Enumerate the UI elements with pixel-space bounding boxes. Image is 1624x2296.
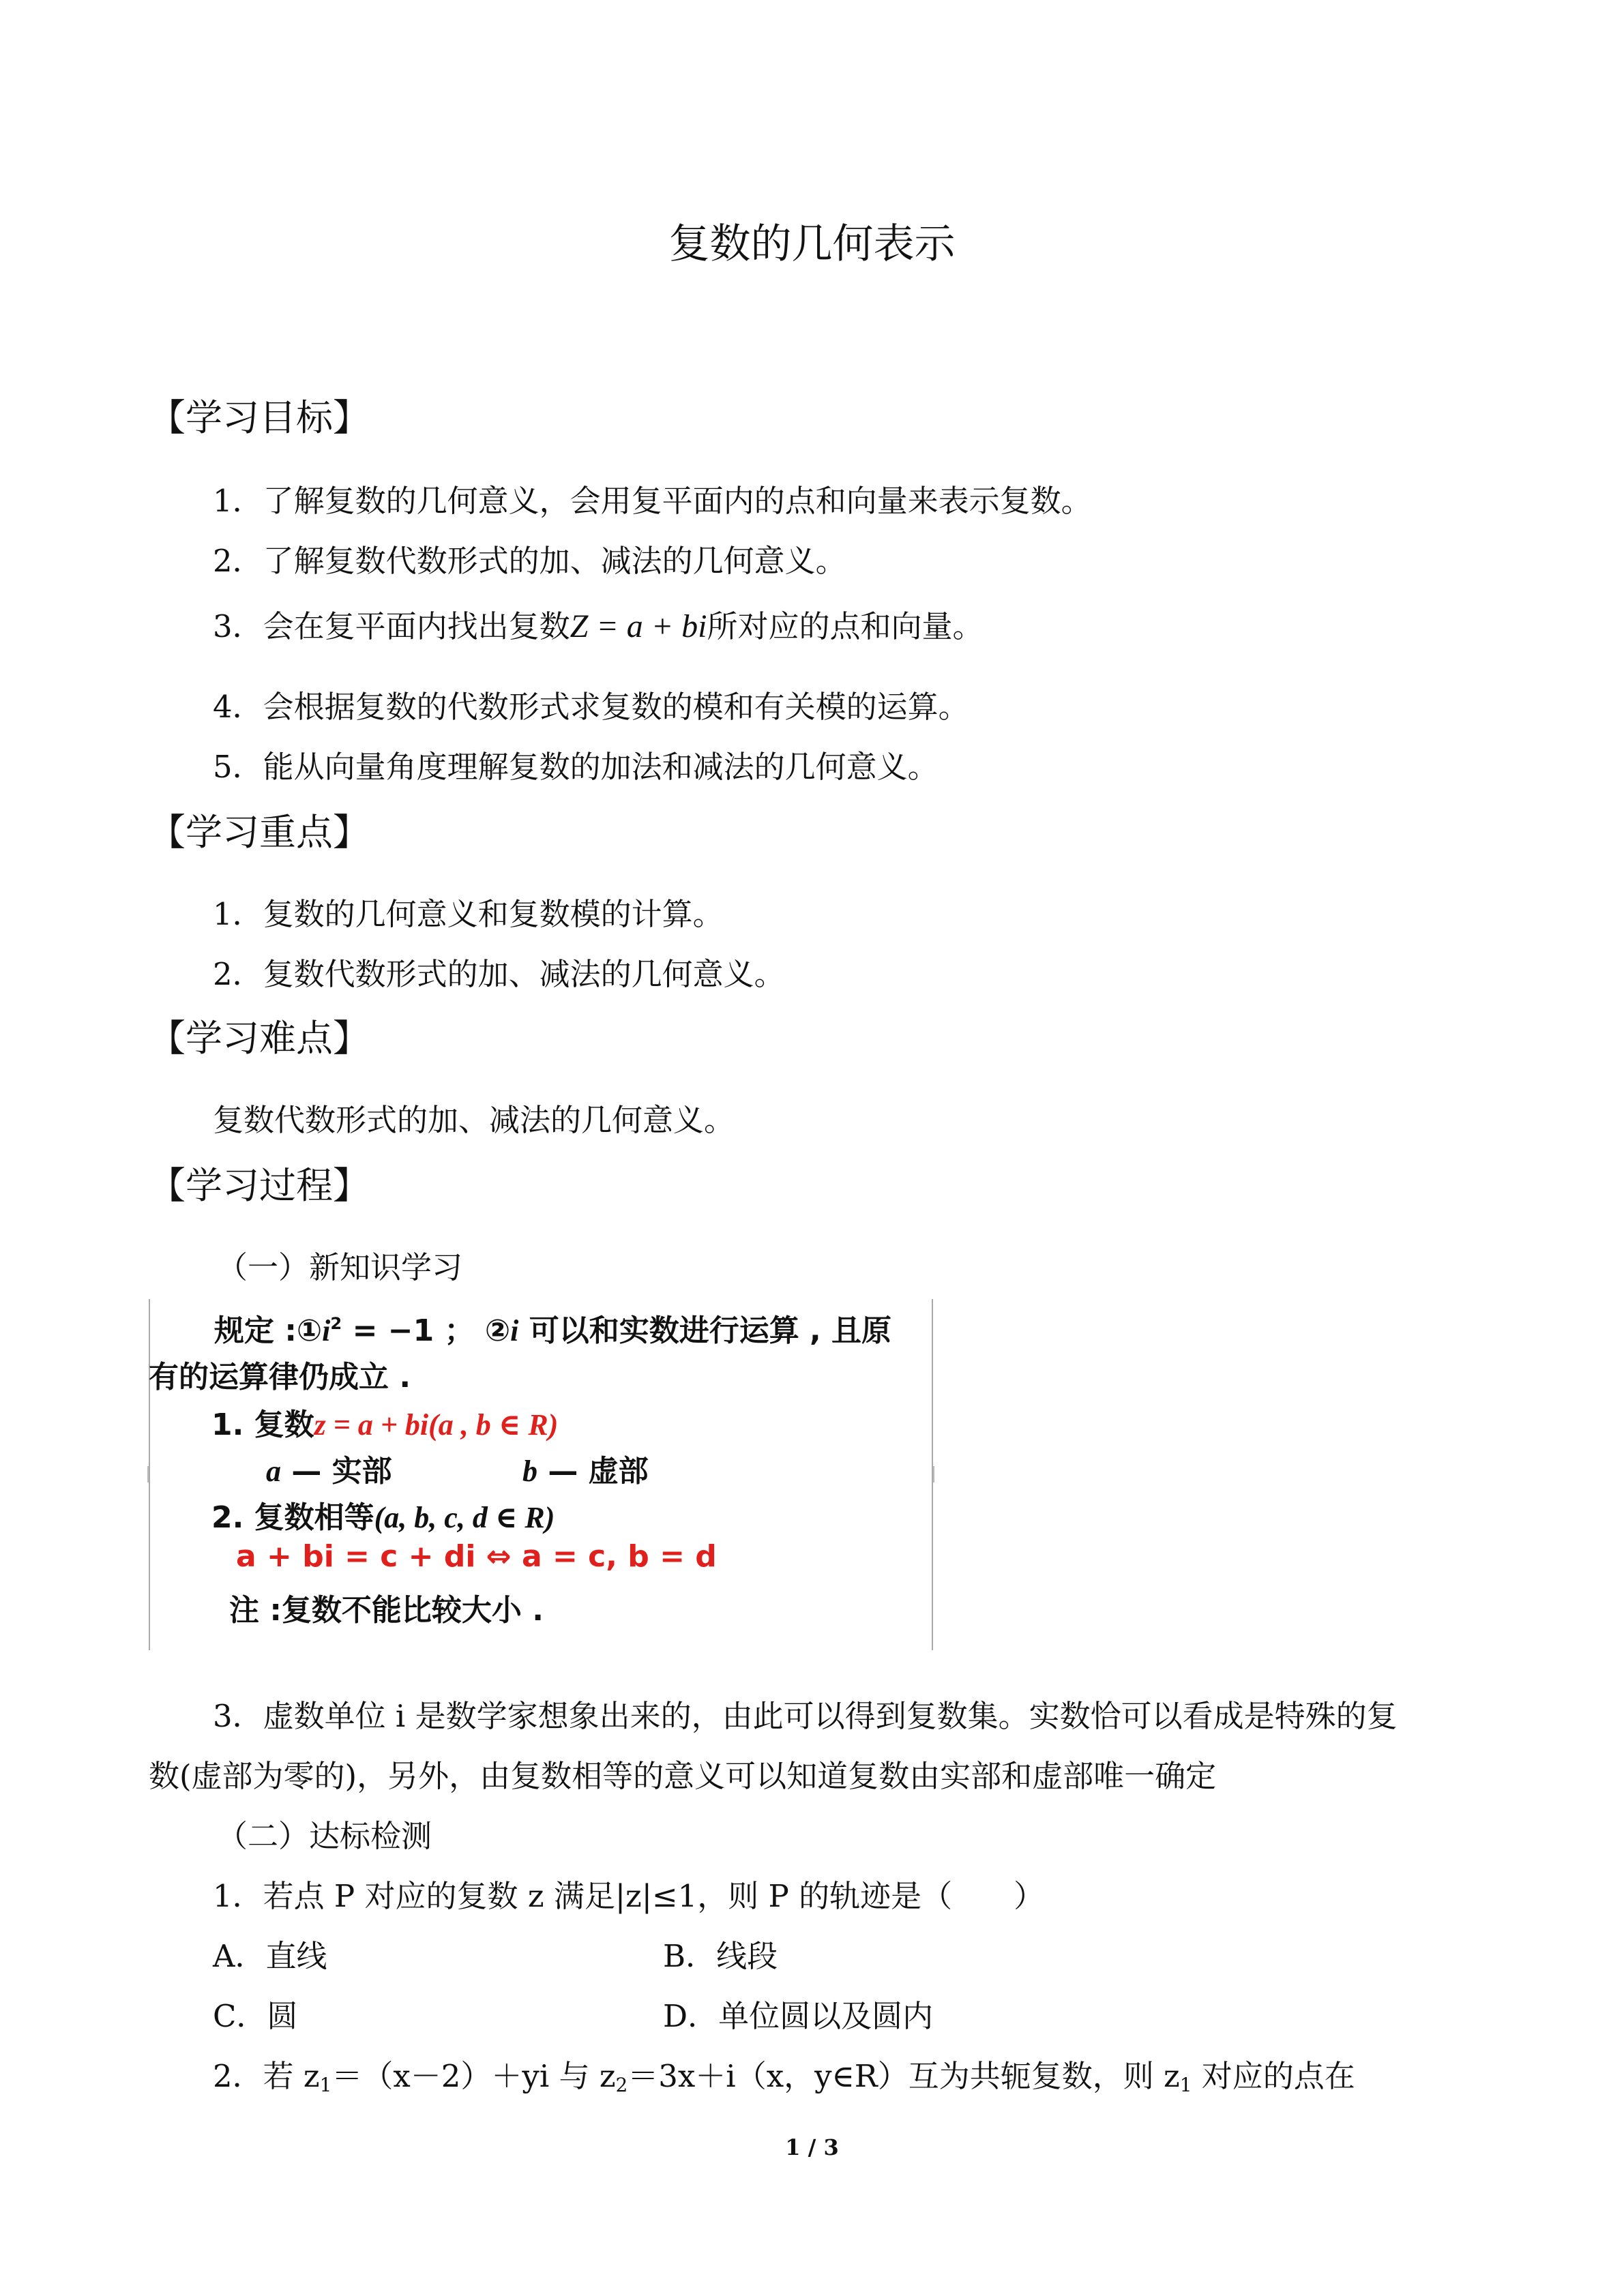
question-1-option-a: A．直线 [213, 1938, 327, 1974]
rule-i-symbol-2: i [510, 1314, 519, 1347]
question-1-option-b: B．线段 [663, 1938, 778, 1974]
figure-rule-line [214, 1306, 891, 1350]
figure-real-part [266, 1446, 392, 1490]
difficult-text: 复数代数形式的加、减法的几何意义。 [213, 1102, 735, 1138]
section-heading-process: 【学习过程】 [149, 1164, 370, 1207]
goal-item-2: 2．了解复数代数形式的加、减法的几何意义。 [213, 543, 846, 579]
question-1-option-c: C．圆 [213, 1998, 298, 2034]
goal-item-1: 1．了解复数的几何意义，会用复平面内的点和向量来表示复数。 [213, 483, 1092, 519]
goal-item-3-text: 3．会在复平面内找出复数 [213, 608, 570, 644]
rule-exponent: 2 [330, 1314, 342, 1334]
rule-value: = −1 ； ② [342, 1313, 511, 1348]
paragraph-3-line-1: 3．虚数单位 i 是数学家想象出来的，由此可以得到复数集。实数恰可以看成是特殊的复 [213, 1698, 1398, 1734]
page-title: 复数的几何表示 [668, 220, 956, 268]
section-heading-goals: 【学习目标】 [149, 396, 370, 439]
goal-item-3-formula: Z = a + bi [570, 608, 707, 644]
real-part-label: — 实部 [281, 1454, 392, 1489]
figure-right-tick [928, 1466, 934, 1482]
question-2-part-g: 对应的点在 [1192, 2058, 1355, 2094]
imag-part-label: — 虚部 [537, 1454, 649, 1489]
definition-figure [149, 1299, 934, 1650]
question-2-sub-1: 1 [319, 2073, 332, 2096]
rule-i-symbol: i [322, 1314, 331, 1347]
real-part-symbol: a [266, 1455, 281, 1488]
figure-left-tick [147, 1466, 154, 1482]
complex-def-formula: z = a + bi(a , b ∈ R) [314, 1408, 559, 1442]
section-heading-difficult: 【学习难点】 [149, 1017, 370, 1060]
complex-def-label: 1. 复数 [211, 1407, 314, 1442]
paragraph-3-line-2: 数(虚部为零的)，另外，由复数相等的意义可以知道复数由实部和虚部唯一确定 [149, 1758, 1217, 1794]
figure-complex-def [211, 1400, 558, 1444]
subsection-test: （二）达标检测 [217, 1818, 432, 1854]
question-1-option-d: D．单位圆以及圆内 [663, 1998, 934, 2034]
question-2-sub-3: 1 [1179, 2073, 1192, 2096]
page-number: 1 / 3 [785, 2134, 839, 2160]
question-2 [213, 2051, 1355, 2096]
figure-equality-def [211, 1493, 555, 1536]
goal-item-3 [213, 601, 983, 646]
key-item-2: 2．复数代数形式的加、减法的几何意义。 [213, 956, 785, 992]
equality-label: 2. 复数相等 [211, 1500, 374, 1535]
rule-label: 规定 :① [214, 1313, 323, 1348]
key-item-1: 1．复数的几何意义和复数模的计算。 [213, 896, 724, 932]
figure-note: 注 :复数不能比较大小 . [229, 1593, 544, 1628]
question-2-part-a: 2．若 z [213, 2058, 320, 2094]
question-2-part-e: ＝3x＋i（x，y∈R）互为共轭复数，则 z [628, 2058, 1180, 2094]
question-2-part-c: ＝（x－2）＋yi 与 z [331, 2058, 616, 2094]
equality-domain: (a, b, c, d ∈ R) [374, 1501, 555, 1534]
goal-item-3-tail: 所对应的点和向量。 [707, 608, 984, 644]
imag-part-symbol: b [522, 1455, 537, 1488]
section-heading-key: 【学习重点】 [149, 811, 370, 854]
figure-imag-part [522, 1446, 649, 1490]
question-2-sub-2: 2 [615, 2073, 628, 2096]
goal-item-5: 5．能从向量角度理解复数的加法和减法的几何意义。 [213, 749, 939, 785]
goal-item-4: 4．会根据复数的代数形式求复数的模和有关模的运算。 [213, 689, 969, 725]
question-1: 1．若点 P 对应的复数 z 满足|z|≤1，则 P 的轨迹是（ ） [213, 1878, 1045, 1914]
rule-text: 可以和实数进行运算 , 且原 [518, 1313, 892, 1348]
figure-rule-line-2: 有的运算律仍成立 . [149, 1360, 411, 1395]
subsection-new-knowledge: （一）新知识学习 [217, 1249, 463, 1285]
figure-equality-formula: a + bi = c + di ⇔ a = c, b = d [236, 1539, 717, 1574]
